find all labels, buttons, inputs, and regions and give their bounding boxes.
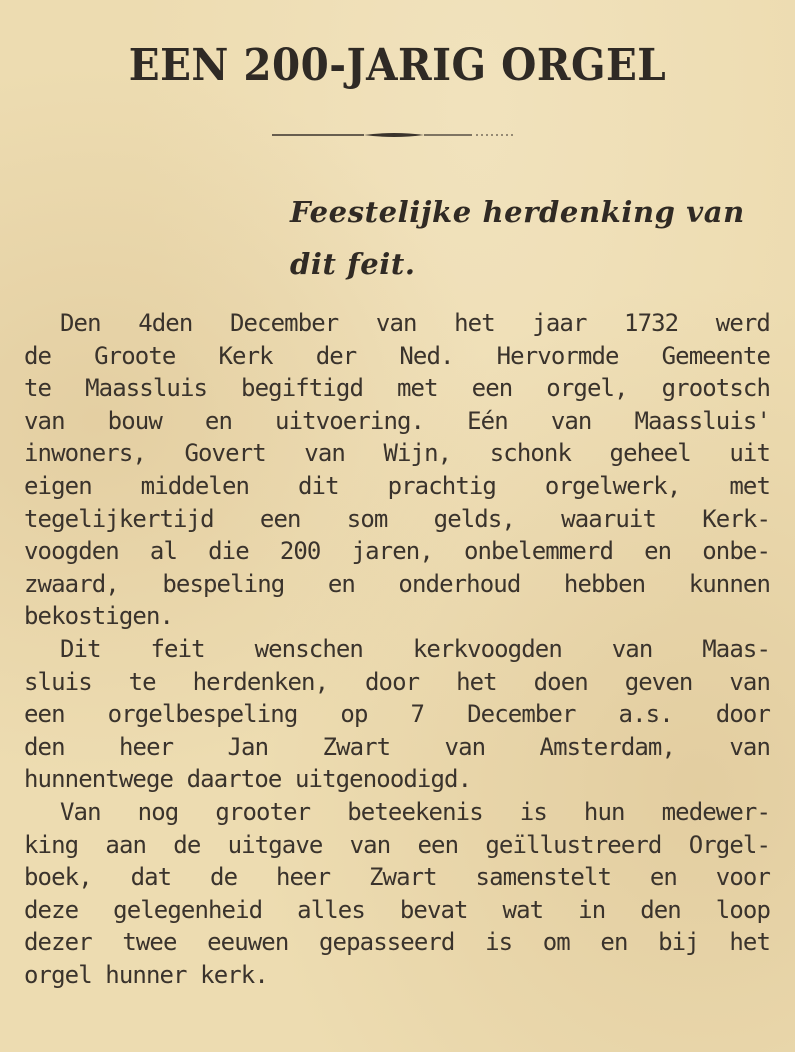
text-line: orgel hunner kerk. (24, 960, 268, 989)
text-line: inwoners, Govert van Wijn, schonk geheel uit (24, 439, 770, 468)
text-line: te Maassluis begiftigd met een orgel, grootsch (24, 374, 770, 403)
text-line: eigen middelen dit prachtig orgelwerk, met (24, 471, 770, 500)
headline: EEN 200-JARIG ORGEL (128, 40, 667, 91)
subheadline-line-1: Feestelijke herdenking van (290, 195, 745, 229)
paragraph-3 (24, 796, 770, 992)
text-line: hunnentwege daartoe uitgenoodigd. (24, 765, 472, 794)
text-line: den heer Jan Zwart van Amsterdam, van (24, 732, 770, 761)
text-line: Van nog grooter beteekenis is hun medewer- (60, 797, 770, 826)
subheadline (290, 186, 780, 290)
paragraph-1 (24, 307, 770, 633)
text-line: boek, dat de heer Zwart samenstelt en voor (24, 863, 770, 892)
subheadline-line-2: dit feit. (290, 247, 416, 281)
text-line: deze gelegenheid alles bevat wat in den loop (24, 895, 770, 924)
text-line: Dit feit wenschen kerkvoogden van Maas- (60, 634, 770, 663)
text-line: voogden al die 200 jaren, onbelemmerd en onbe- (24, 537, 770, 566)
article-body (24, 307, 770, 991)
text-line: zwaard, bespeling en onderhoud hebben kunnen (24, 569, 770, 598)
text-line: een orgelbespeling op 7 December a.s. door (24, 700, 770, 729)
text-line: king aan de uitgave van een geïllustreerd Orgel- (24, 830, 770, 859)
paragraph-2 (24, 633, 770, 796)
text-line: de Groote Kerk der Ned. Hervormde Gemeente (24, 341, 770, 370)
text-line: van bouw en uitvoering. Eén van Maassluis' (24, 406, 770, 435)
text-line: Den 4den December van het jaar 1732 werd (60, 309, 770, 337)
decorative-divider (272, 132, 516, 138)
text-line: dezer twee eeuwen gepasseerd is om en bij het (24, 928, 770, 957)
text-line: bekostigen. (24, 602, 174, 631)
text-line: tegelijkertijd een som gelds, waaruit Kerk- (24, 504, 770, 533)
text-line: sluis te herdenken, door het doen geven van (24, 667, 770, 696)
